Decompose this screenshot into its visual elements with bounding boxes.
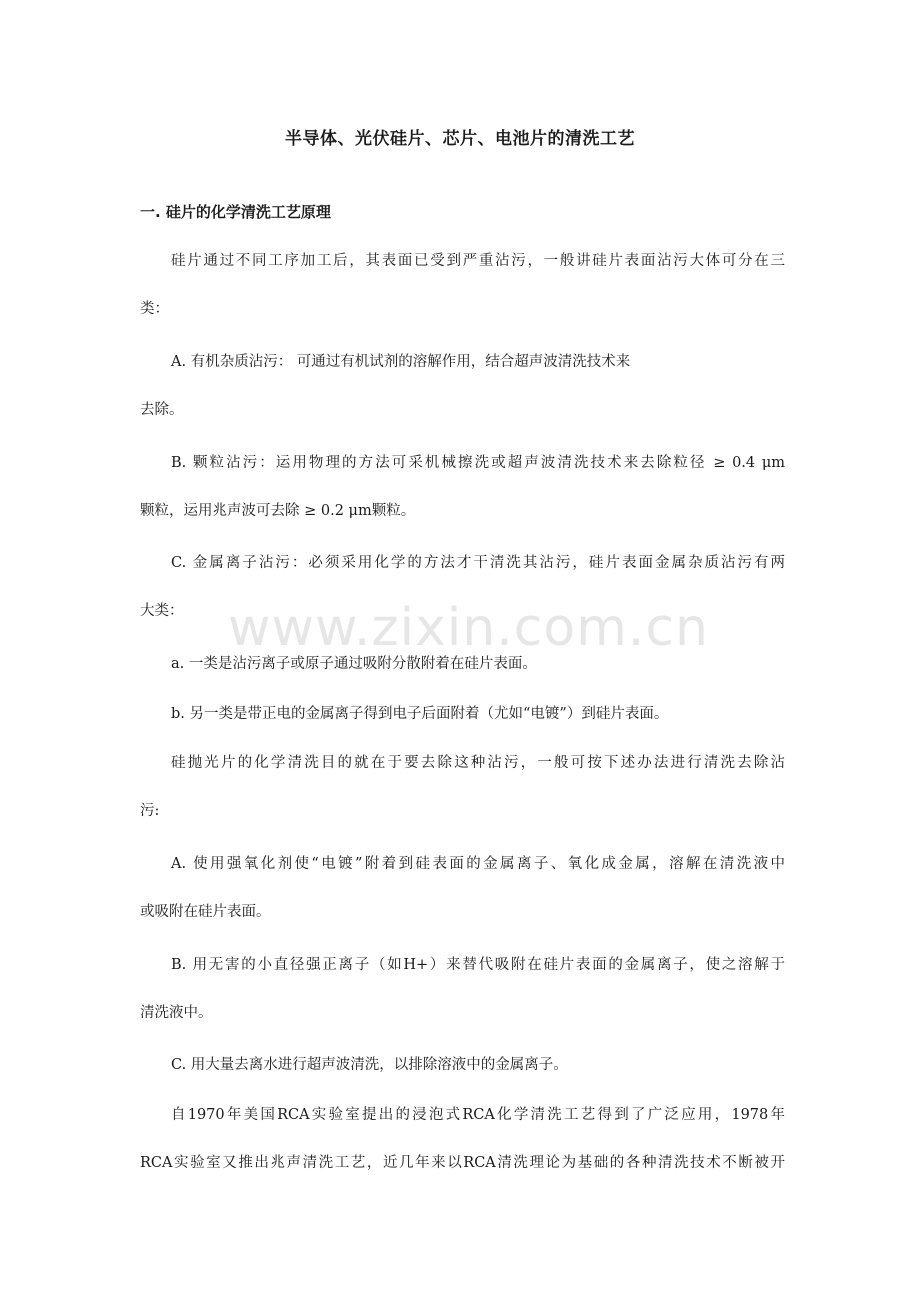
paragraph-line: 或吸附在硅片表面。 <box>140 904 271 920</box>
paragraph <box>140 237 785 333</box>
paragraph-line: 去除。 <box>140 402 184 418</box>
paragraph <box>140 539 785 635</box>
paragraph <box>140 1041 785 1089</box>
paragraph-line: C. 用大量去离水进行超声波清洗，以排除溶液中的金属离子。 <box>171 1057 568 1073</box>
paragraph <box>140 739 785 835</box>
paragraph-line: B. 颗粒沾污：运用物理的方法可采机械擦洗或超声波清洗技术来去除粒径 ≥ 0.4 μm <box>171 455 785 471</box>
paragraph-line: b. 另一类是带正电的金属离子得到电子后面附着（尤如“电镀”）到硅片表面。 <box>171 706 669 722</box>
paragraph-line: 大类： <box>140 603 184 619</box>
paragraph-line: C. 金属离子沾污：必须采用化学的方法才干清洗其沾污，硅片表面金属杂质沾污有两 <box>171 555 785 571</box>
paragraph-line: a. 一类是沾污离子或原子通过吸附分散附着在硅片表面。 <box>171 656 537 672</box>
paragraph-line: RCA实验室又推出兆声清洗工艺，近几年来以RCA清洗理论为基础的各种清洗技术不断被开 <box>140 1155 785 1171</box>
paragraph <box>140 338 785 434</box>
paragraph-line: 清洗液中。 <box>140 1005 213 1021</box>
paragraph <box>140 640 785 688</box>
document-title: 半导体、光伏硅片、芯片、电池片的清洗工艺 <box>285 129 635 149</box>
watermark: www.zixin.com.cn <box>228 598 709 658</box>
paragraph-line: 硅片通过不同工序加工后，其表面已受到严重沾污，一般讲硅片表面沾污大体可分在三 <box>171 253 785 269</box>
paragraph <box>140 1091 785 1187</box>
paragraph <box>140 690 785 738</box>
paragraph-line: A. 有机杂质沾污： 可通过有机试剂的溶解作用，结合超声波清洗技术来 <box>171 354 631 370</box>
paragraph <box>140 941 785 1037</box>
paragraph <box>140 840 785 936</box>
paragraph-line: B. 用无害的小直径强正离子（如H+）来替代吸附在硅片表面的金属离子，使之溶解于 <box>171 957 785 973</box>
paragraph-line: 自1970年美国RCA实验室提出的浸泡式RCA化学清洗工艺得到了广泛应用，1978年 <box>171 1107 785 1123</box>
paragraph-line: 硅抛光片的化学清洗目的就在于要去除这种沾污，一般可按下述办法进行清洗去除沾 <box>171 755 785 771</box>
paragraph-line: 污: <box>140 803 160 819</box>
section-heading: 一. 硅片的化学清洗工艺原理 <box>140 203 331 221</box>
paragraph-line: A. 使用强氧化剂使“电镀”附着到硅表面的金属离子、氧化成金属，溶解在清洗液中 <box>171 856 785 872</box>
paragraph <box>140 439 785 535</box>
paragraph-line: 类： <box>140 301 169 317</box>
paragraph-line: 颗粒，运用兆声波可去除 ≥ 0.2 μm颗粒。 <box>140 503 416 519</box>
